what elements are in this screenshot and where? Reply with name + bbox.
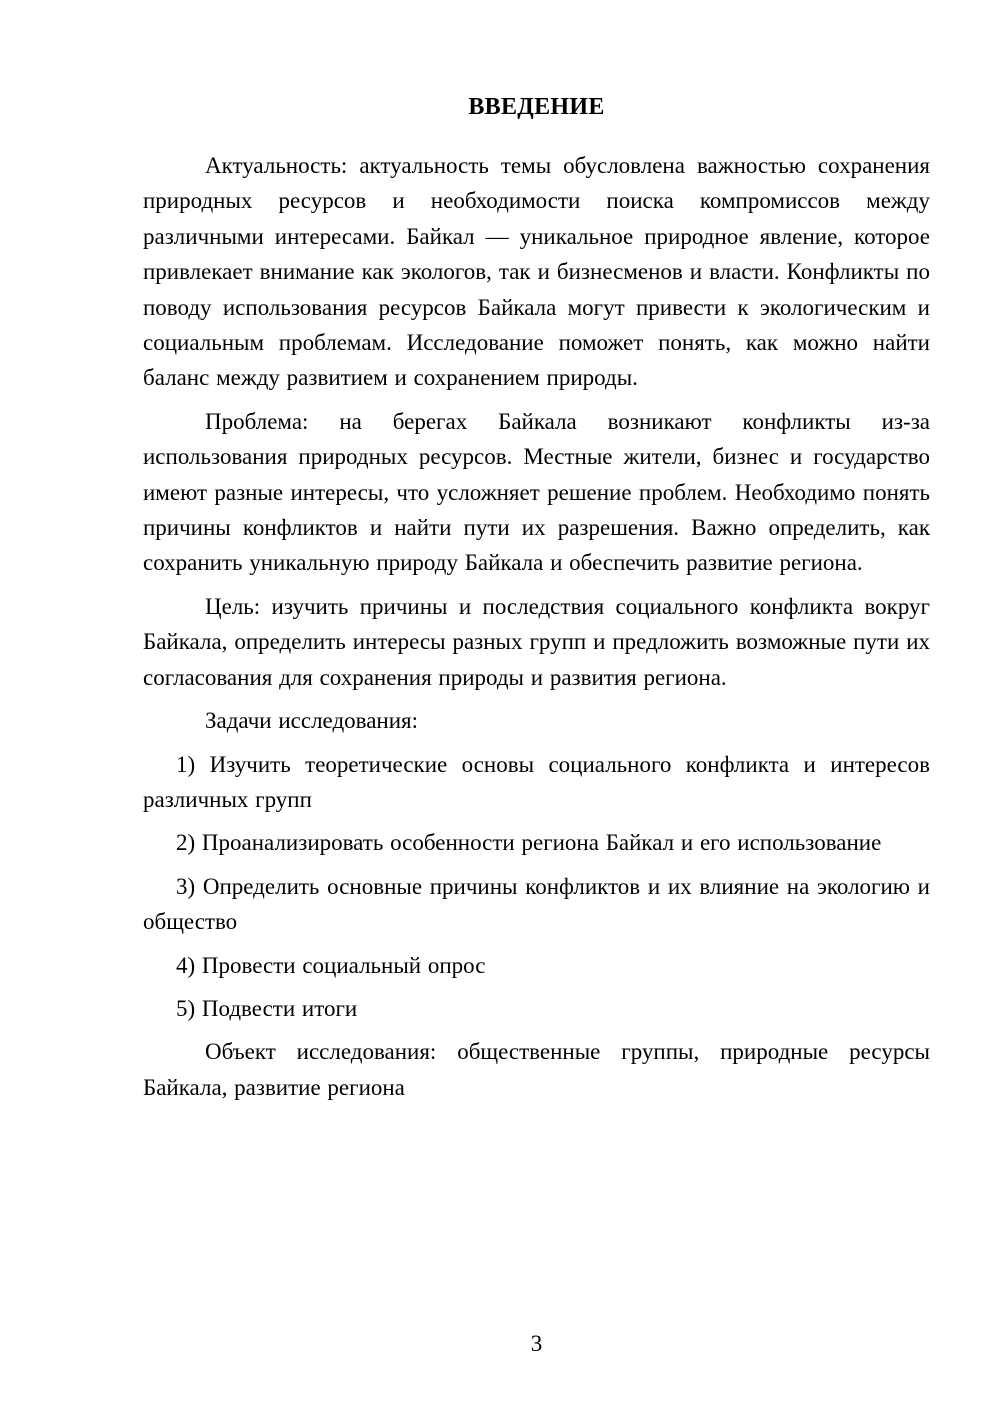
task-item-2: 2) Проанализировать особенности региона Байкал и его использование — [176, 830, 882, 856]
task-item-4: 4) Провести социальный опрос — [176, 952, 486, 978]
page-number: 3 — [530, 1331, 543, 1356]
task-item-3: 3) Определить основные причины конфликтов и их влияние на экологию и общество — [143, 873, 930, 935]
tasks-heading: Задачи исследования: — [205, 708, 419, 734]
task-item-5: 5) Подвести итоги — [176, 995, 358, 1021]
task-item-1: 1) Изучить теоретические основы социального конфликта и интересов различных групп — [143, 751, 930, 812]
document-title: ВВЕДЕНИЕ — [468, 94, 605, 120]
paragraph-object: Объект исследования: общественные группы, природные ресурсы Байкала, развитие региона — [143, 1039, 930, 1100]
paragraph-goal: Цель: изучить причины и последствия социального конфликта вокруг Байкала, определить интересы разных групп и предложить возможные пути их согласования для сохранения природы и развития региона. — [143, 593, 930, 690]
text-block — [143, 94, 930, 1105]
paragraph-relevance: Актуальность: актуальность темы обусловлена важностью сохранения природных ресурсов и необходимости поиска компромиссов между различными интересами. Байкал — уникальное природное явление, которое привлекает внимание как экологов, так и бизнесменов и власти. Конфликты по поводу использования ресурсов Байкала могут привести к экологическим и социальным проблемам. Исследование поможет понять, как можно найти баланс между развитием и сохранением природы. — [143, 153, 930, 391]
paragraph-problem: Проблема: на берегах Байкала возникают конфликты из-за использования природных ресурсов. Местные жители, бизнес и государство имеют разные интересы, что усложняет решение проблем. Необходимо понять причины конфликтов и найти пути их разрешения. Важно определить, как сохранить уникальную природу Байкала и обеспечить развитие региона. — [143, 408, 930, 576]
